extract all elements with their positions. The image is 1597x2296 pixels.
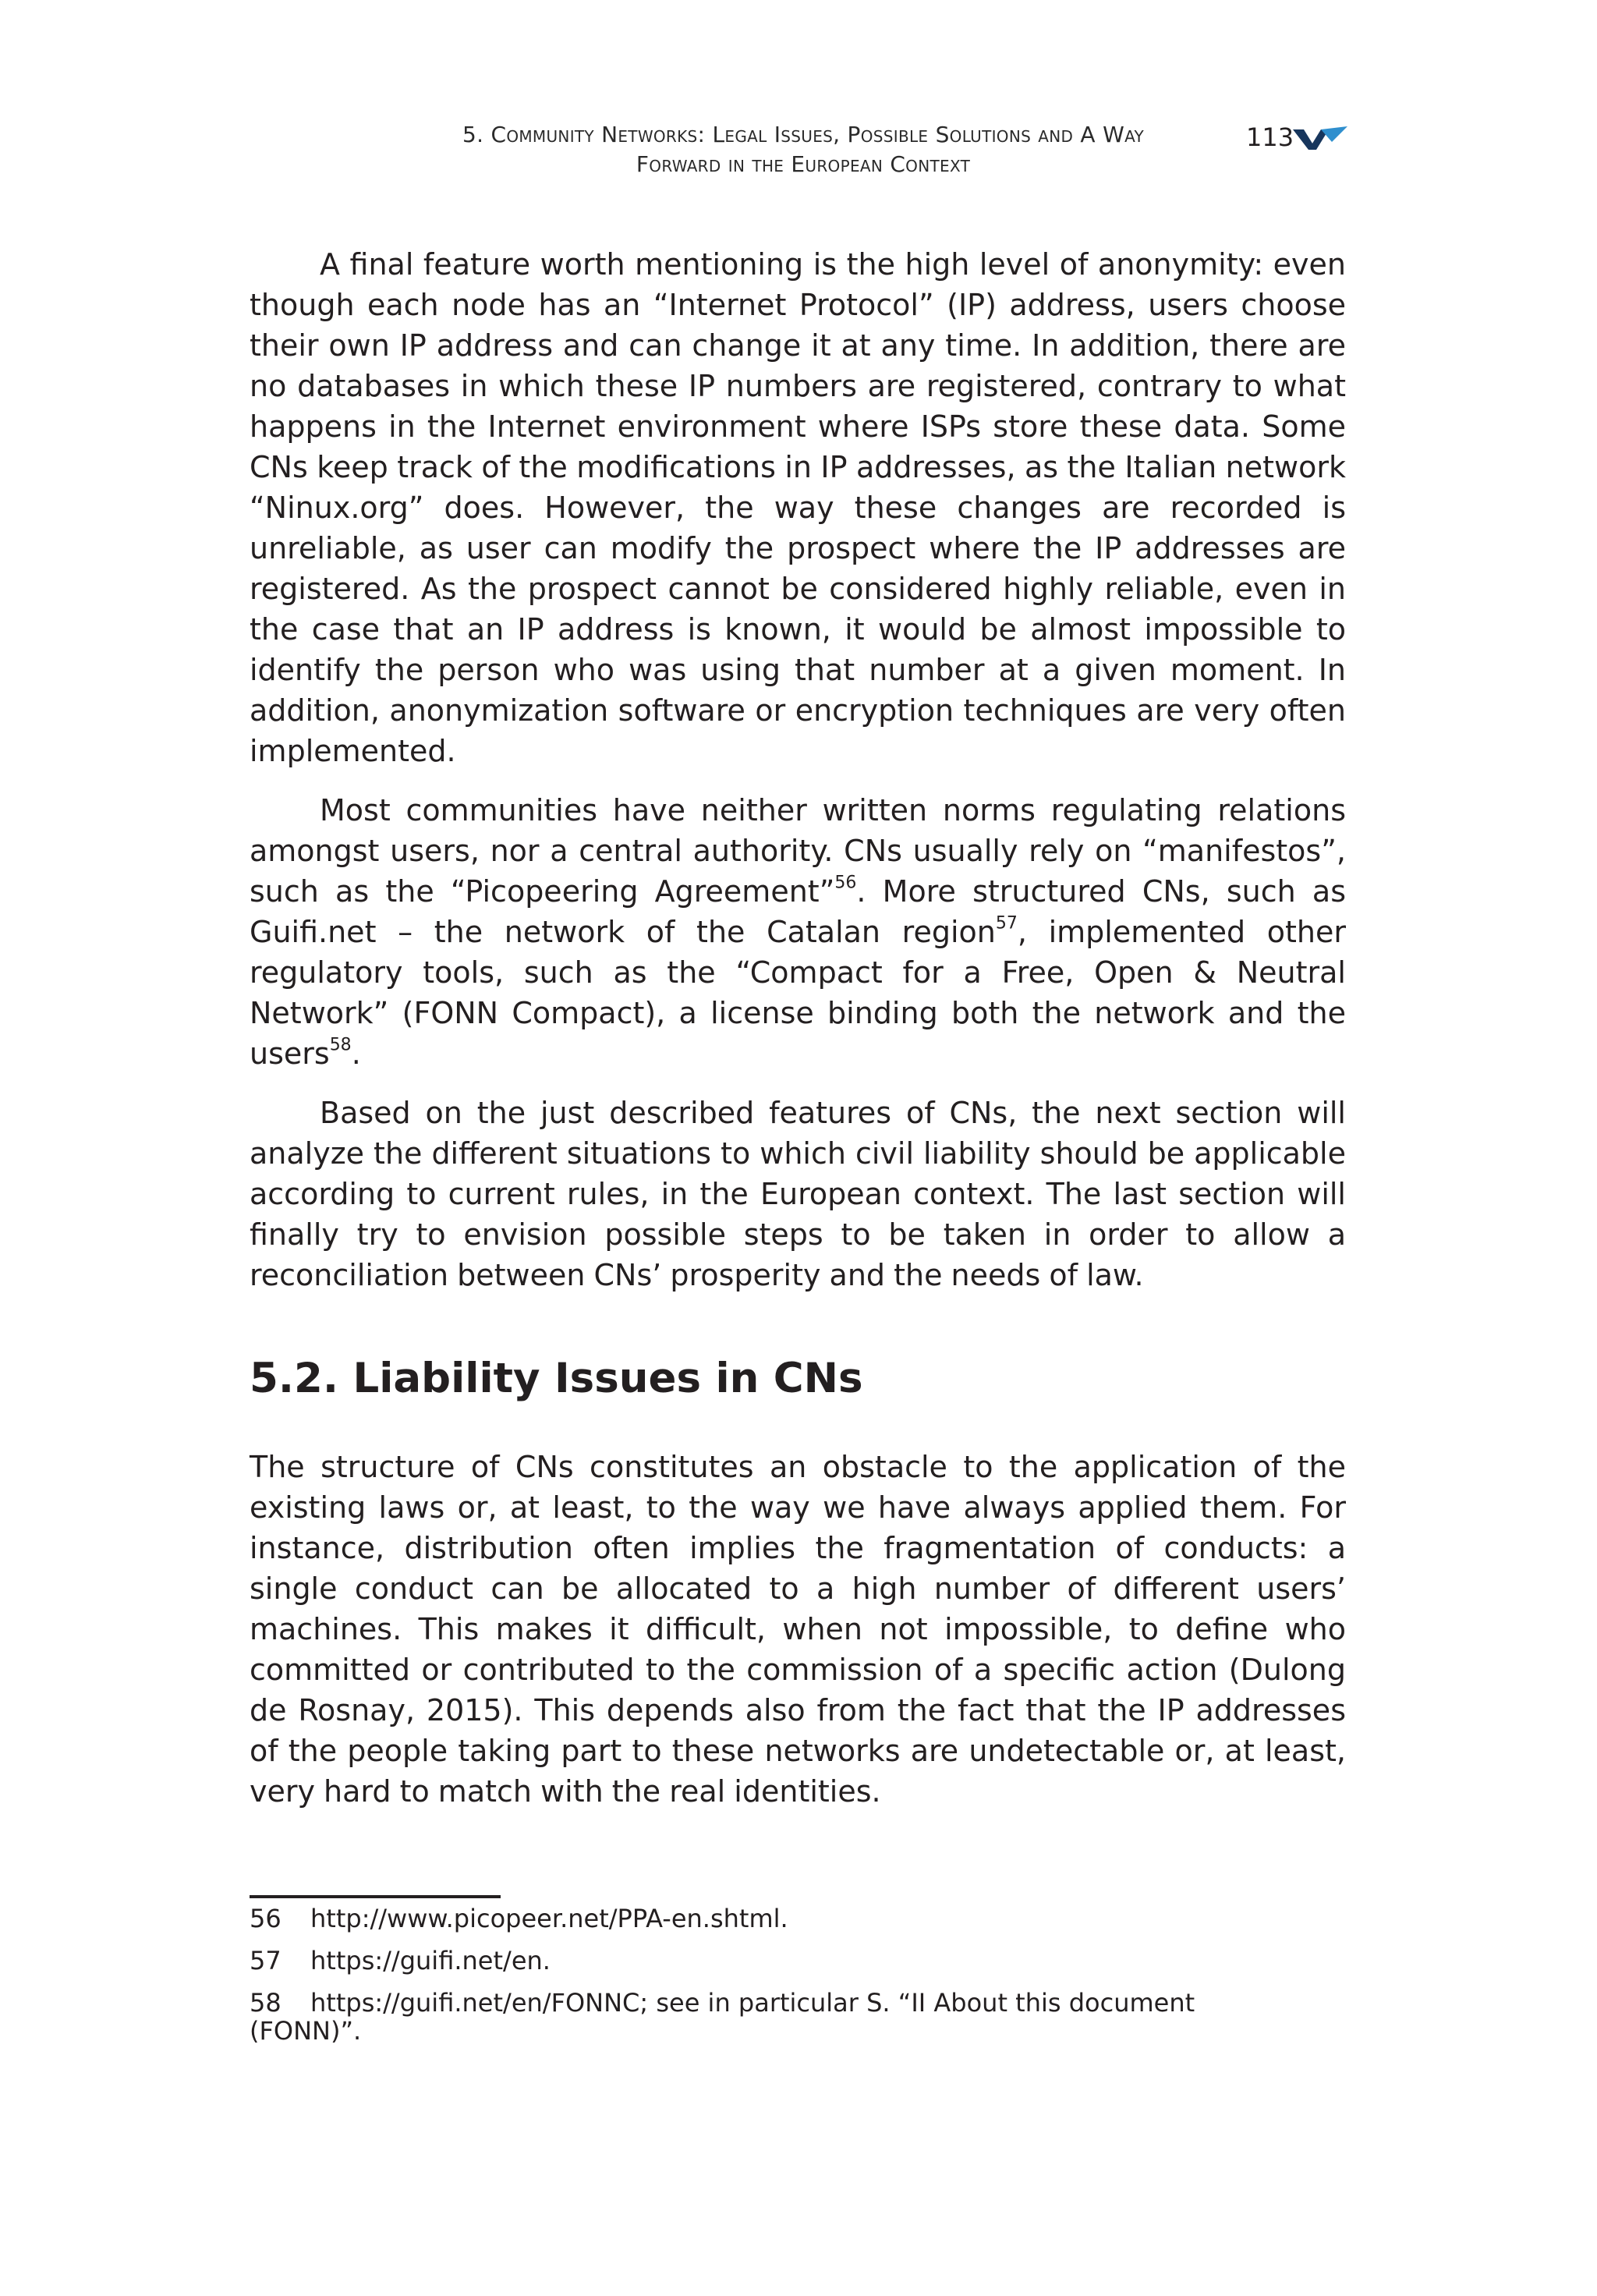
paragraph-anonymity: A final feature worth mentioning is the high level of anonymity: even though each node has an “Internet Protocol” (IP) address, users choose their own IP address and can change it at any time. In addition, there are no databases in which these IP numbers are registered, contrary to what happens in the Internet environment where ISPs store these data. Some CNs keep track of the modifications in IP addresses, as the Italian network “Ninux.org” does. However, the way these changes are recorded is unreliable, as user can modify the prospect where the IP addresses are registered. As the prospect cannot be considered highly reliable, even in the case that an IP address is known, it would be almost impossible to identify the person who was using that number at a given moment. In addition, anonymization software or encryption techniques are very often implemented. [250, 247, 1346, 768]
footnote-ref-58[interactable]: 58 [329, 1035, 352, 1055]
running-header-line-2: Forward in the European Context [636, 151, 971, 177]
paragraph-norms-part-3: , implemented other regulatory tools, such as the “Compact for a Free, Open & Neutral Network” (FONN Compact), a license binding both the network and the users [250, 915, 1346, 1071]
footnote-text: https://guifi.net/en/FONNC; see in particular S. “II About this document (FONN)”. [250, 1988, 1195, 2046]
footnote-57 [250, 1947, 1279, 1975]
running-header [366, 120, 1240, 179]
footnote-56 [250, 1904, 1279, 1933]
section-heading: 5.2. Liability Issues in CNs [250, 1355, 863, 1402]
footnote-divider [250, 1895, 501, 1898]
paragraph-next-section: Based on the just described features of CNs, the next section will analyze the different situations to which civil liability should be applicable according to current rules, in the European context. The last section will finally try to envision possible steps to be taken in order to allow a reconciliation between CNs’ prosperity and the needs of law. [250, 1096, 1346, 1292]
paragraph-norms-part-2: . More structured CNs, such as Guifi.net – the network of the Catalan region [250, 874, 1346, 949]
paragraph-norms-part-1: Most communities have neither written norms regulating relations amongst users, nor a central authority. CNs usually rely on “manifestos”, such as the “Picopeering Agreement” [250, 793, 1346, 909]
publisher-logo-icon [1293, 125, 1347, 156]
footnote-link[interactable]: https://guifi.net/en. [310, 1946, 551, 1975]
paragraph-structure: The structure of CNs constitutes an obstacle to the application of the existing laws or, at least, to the way we have always applied them. For instance, distribution often implies the fragmentation of conducts: a single conduct can be allocated to a high number of different users’ machines. This makes it difficult, when not impossible, to define who committed or contributed to the commission of a specific action (Dulong de Rosnay, 2015). This depends also from the fact that the IP addresses of the people taking part to these networks are undetectable or, at least, very hard to match with the real identities. [250, 1450, 1346, 1809]
paragraph-norms [250, 790, 1346, 1074]
footnote-ref-57[interactable]: 57 [995, 913, 1018, 934]
running-header-line-1: 5. Community Networks: Legal Issues, Possible Solutions and A Way [462, 122, 1145, 147]
footnote-number: 57 [250, 1946, 282, 1975]
footnote-ref-56[interactable]: 56 [834, 873, 857, 893]
footnote-link[interactable]: http://www.picopeer.net/PPA-en.shtml. [310, 1904, 788, 1933]
paragraph-norms-part-4: . [351, 1036, 361, 1071]
page-number: 113 [1246, 122, 1294, 152]
footnote-number: 56 [250, 1904, 282, 1933]
footnotes [250, 1904, 1279, 2059]
footnote-58 [250, 1989, 1279, 2045]
main-text [250, 244, 1346, 1812]
footnote-number: 58 [250, 1988, 282, 2018]
